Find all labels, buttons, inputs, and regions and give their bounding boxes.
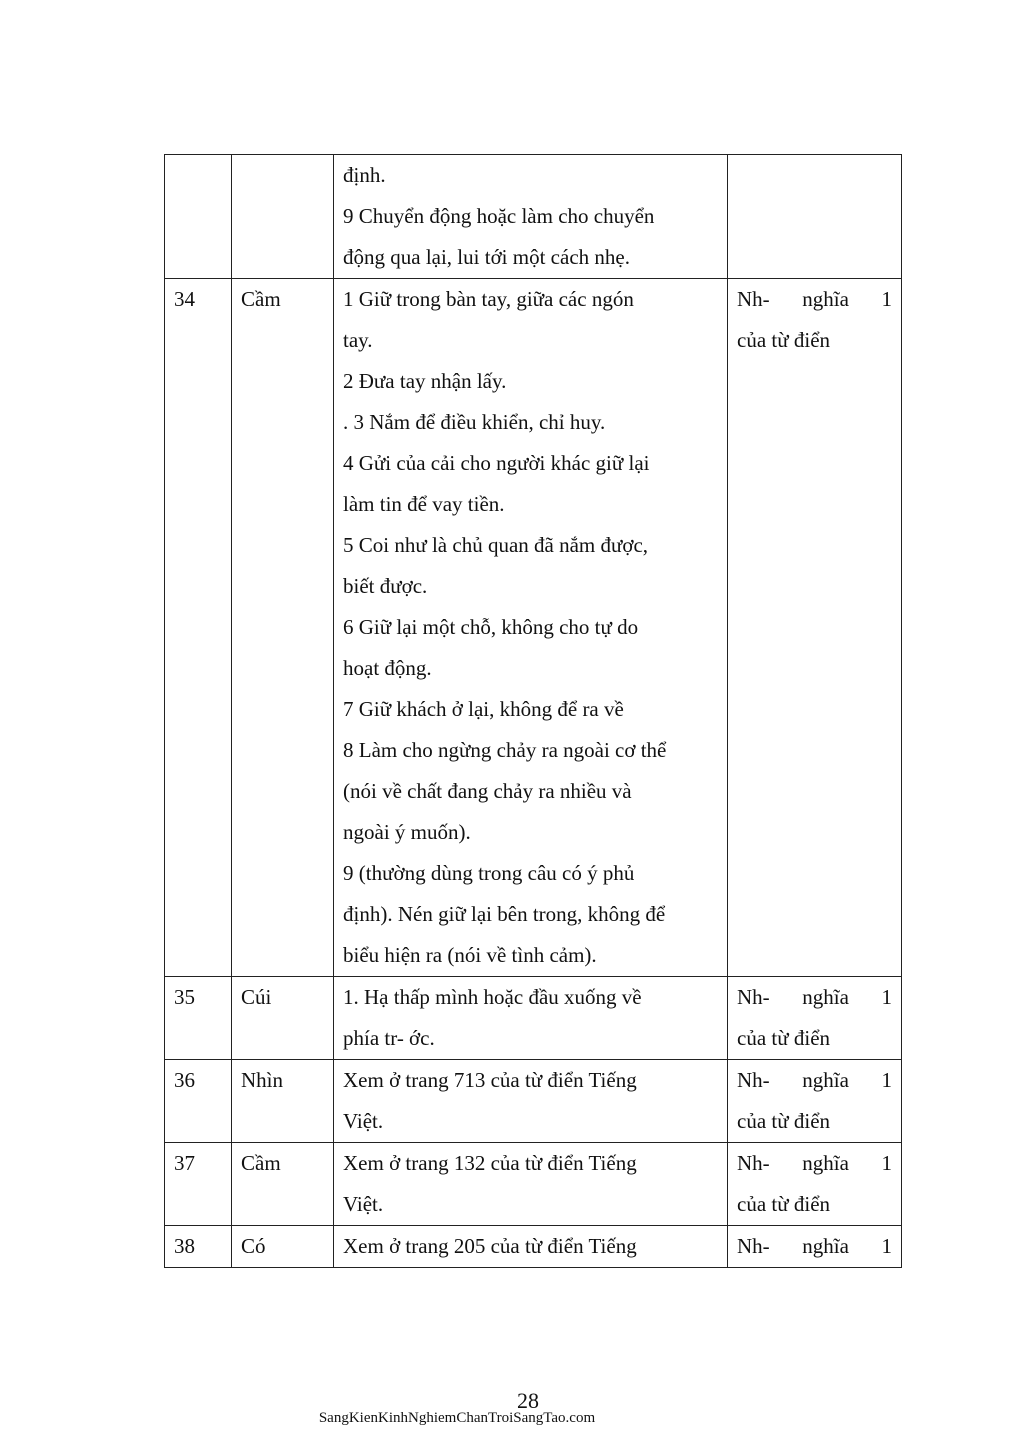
definition-line: biết được. <box>343 574 428 598</box>
note-word: 1 <box>881 287 892 311</box>
entry-number: 34 <box>165 279 232 977</box>
table-row <box>165 977 902 1060</box>
definition-line: ngoài ý muốn). <box>343 820 471 844</box>
entry-word: Cầm <box>232 279 334 977</box>
table-row <box>165 1226 902 1268</box>
entry-word: Có <box>232 1226 334 1268</box>
definition-line: . 3 Nắm để điều khiển, chỉ huy. <box>343 410 606 434</box>
definition-line: làm tin để vay tiền. <box>343 492 505 516</box>
note-word: Nh- <box>737 1068 770 1092</box>
page-number: 28 <box>517 1388 539 1413</box>
note-word: Nh- <box>737 287 770 311</box>
definition-line: động qua lại, lui tới một cách nhẹ. <box>343 245 630 269</box>
note-word: Nh- <box>737 985 770 1009</box>
note-word: nghĩa <box>802 287 849 311</box>
entry-word: Cúi <box>232 977 334 1060</box>
entry-definitions <box>334 155 728 279</box>
definition-line: Việt. <box>343 1109 384 1133</box>
entry-number: 35 <box>165 977 232 1060</box>
note-word: Nh- <box>737 1151 770 1175</box>
definition-line: 1 Giữ trong bàn tay, giữa các ngón <box>343 287 634 311</box>
entry-word <box>232 155 334 279</box>
definition-line: 4 Gửi của cải cho người khác giữ lại <box>343 451 650 475</box>
definition-line: Xem ở trang 132 của từ điển Tiếng <box>343 1151 637 1175</box>
entry-definitions <box>334 1143 728 1226</box>
note-first-line <box>737 279 892 320</box>
note-second-line: của từ điển <box>737 1192 831 1216</box>
note-first-line <box>737 1143 892 1184</box>
definition-line: biểu hiện ra (nói về tình cảm). <box>343 943 597 967</box>
definition-line: 7 Giữ khách ở lại, không để ra về <box>343 697 624 721</box>
note-first-line <box>737 977 892 1018</box>
note-first-line <box>737 1226 892 1267</box>
table-body <box>165 155 902 1268</box>
note-word: Nh- <box>737 1234 770 1258</box>
note-word: 1 <box>881 1068 892 1092</box>
note-word: nghĩa <box>802 1068 849 1092</box>
entry-number: 36 <box>165 1060 232 1143</box>
entry-number: 37 <box>165 1143 232 1226</box>
definition-line: 6 Giữ lại một chỗ, không cho tự do <box>343 615 639 639</box>
entry-number <box>165 155 232 279</box>
entry-definitions <box>334 977 728 1060</box>
definition-line: 1. Hạ thấp mình hoặc đầu xuống về <box>343 985 642 1009</box>
entry-note <box>728 279 902 977</box>
definition-line: định). Nén giữ lại bên trong, không để <box>343 902 666 926</box>
table-row <box>165 155 902 279</box>
note-word: 1 <box>881 985 892 1009</box>
note-second-line: của từ điển <box>737 1026 831 1050</box>
definition-line: 9 Chuyển động hoặc làm cho chuyển <box>343 204 655 228</box>
note-word: nghĩa <box>802 1234 849 1258</box>
note-second-line: của từ điển <box>737 1109 831 1133</box>
footer-website: SangKienKinhNghiemChanTroiSangTao.com <box>318 1410 596 1426</box>
table-row <box>165 1060 902 1143</box>
table-row <box>165 1143 902 1226</box>
definition-line: 5 Coi như là chủ quan đã nắm được, <box>343 533 649 557</box>
note-second-line: của từ điển <box>737 328 831 352</box>
entry-note <box>728 1143 902 1226</box>
definition-line: hoạt động. <box>343 656 432 680</box>
definition-line: Xem ở trang 713 của từ điển Tiếng <box>343 1068 637 1092</box>
entry-note <box>728 155 902 279</box>
entry-definitions <box>334 279 728 977</box>
entry-number: 38 <box>165 1226 232 1268</box>
definition-line: 8 Làm cho ngừng chảy ra ngoài cơ thể <box>343 738 667 762</box>
entry-word: Nhìn <box>232 1060 334 1143</box>
note-word: nghĩa <box>802 1151 849 1175</box>
definition-line: Xem ở trang 205 của từ điển Tiếng <box>343 1234 637 1258</box>
note-word: 1 <box>881 1234 892 1258</box>
dictionary-table <box>164 154 902 1268</box>
entry-definitions <box>334 1060 728 1143</box>
table-row <box>165 279 902 977</box>
definition-line: tay. <box>343 328 373 352</box>
definition-line: định. <box>343 163 386 187</box>
note-word: nghĩa <box>802 985 849 1009</box>
entry-note <box>728 1226 902 1268</box>
note-first-line <box>737 1060 892 1101</box>
entry-word: Cầm <box>232 1143 334 1226</box>
entry-note <box>728 977 902 1060</box>
entry-note <box>728 1060 902 1143</box>
definition-line: 2 Đưa tay nhận lấy. <box>343 369 507 393</box>
entry-definitions <box>334 1226 728 1268</box>
definition-line: 9 (thường dùng trong câu có ý phủ <box>343 861 635 885</box>
definition-line: phía tr- ớc. <box>343 1026 435 1050</box>
definition-line: (nói về chất đang chảy ra nhiều và <box>343 779 632 803</box>
definition-line: Việt. <box>343 1192 384 1216</box>
note-word: 1 <box>881 1151 892 1175</box>
